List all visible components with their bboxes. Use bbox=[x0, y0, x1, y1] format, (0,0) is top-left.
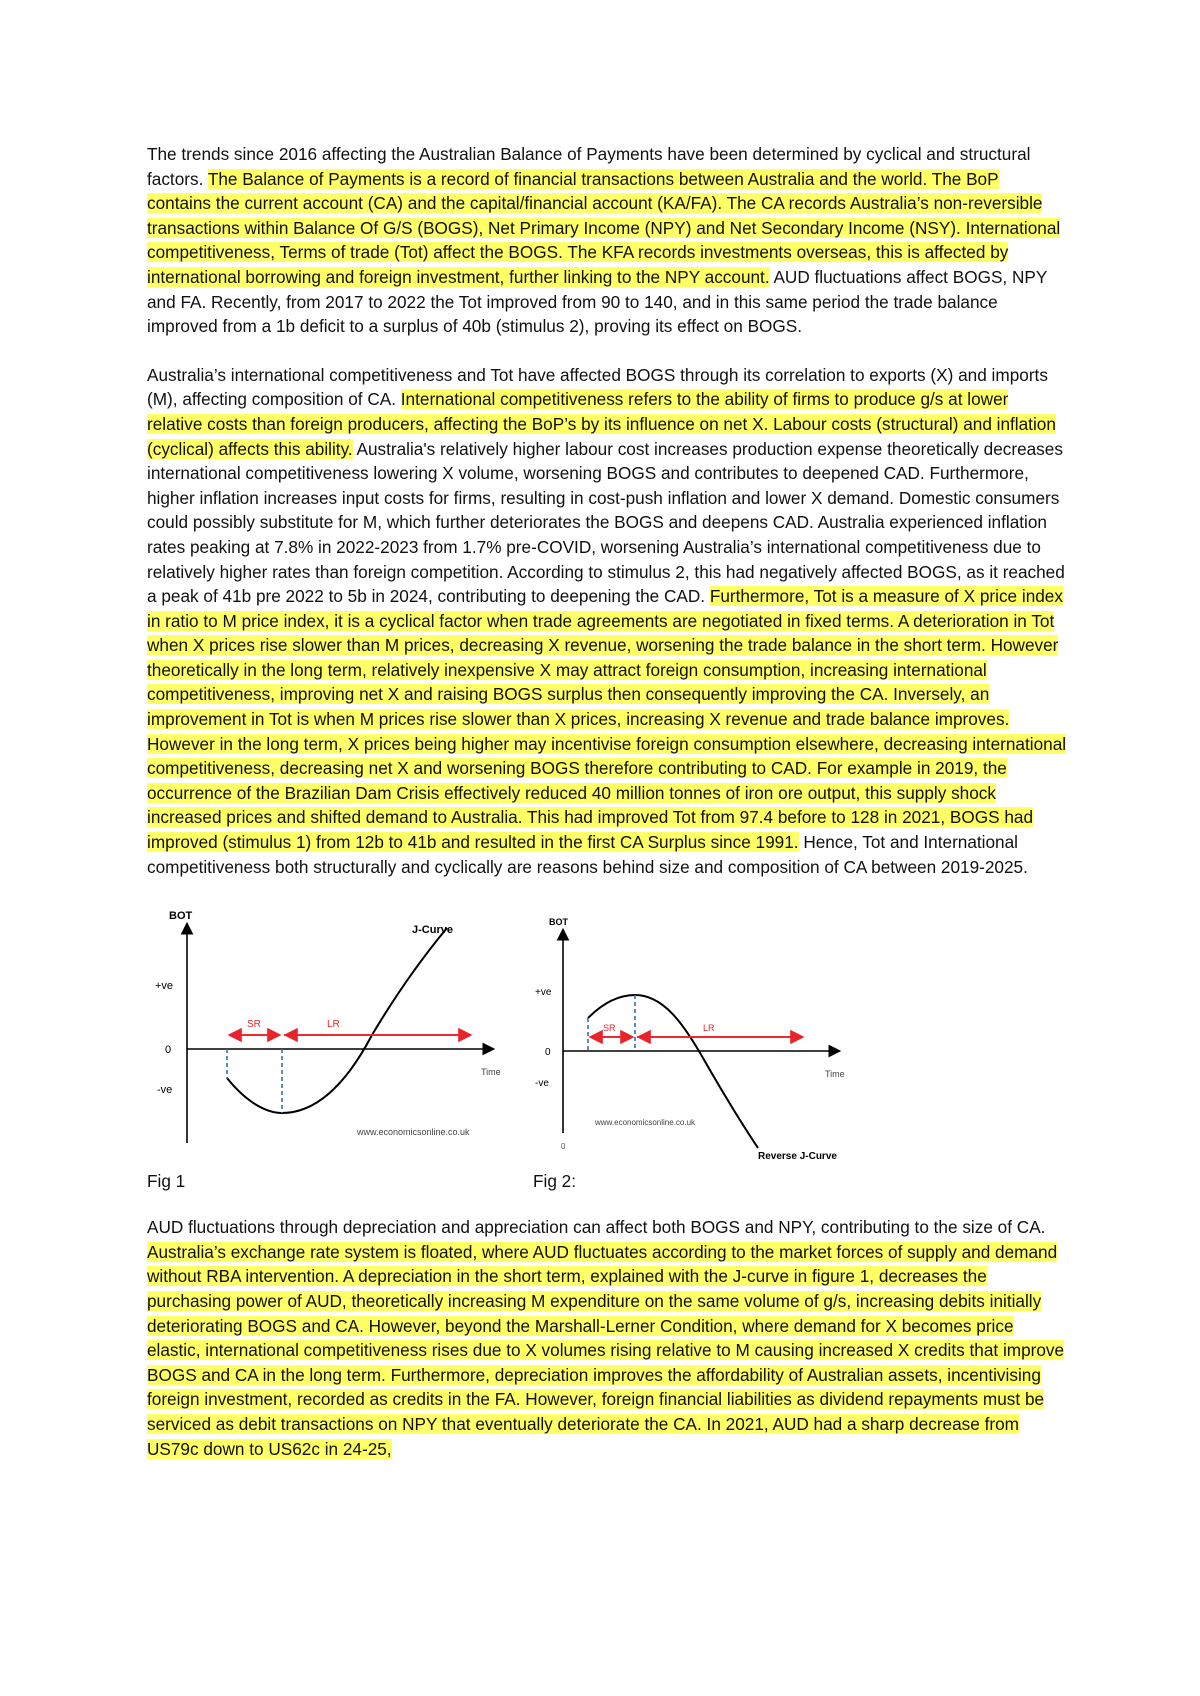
x-axis-label: Time bbox=[825, 1069, 845, 1080]
curve-label: Reverse J-Curve bbox=[758, 1151, 837, 1163]
body-text: AUD fluctuations through depreciation and appreciation can affect both BOGS and NPY, contributing to the size of CA. bbox=[147, 1217, 1046, 1238]
figure-2-caption: Fig 2: bbox=[533, 1171, 576, 1192]
paragraph-2 bbox=[147, 363, 1067, 879]
curve-label: J-Curve bbox=[412, 924, 453, 937]
document-page bbox=[147, 142, 1067, 1485]
source-credit: www.economicsonline.co.uk bbox=[595, 1118, 696, 1128]
paragraph-3 bbox=[147, 1215, 1067, 1461]
y-neg-label: -ve bbox=[157, 1084, 173, 1097]
body-text: AUD fluctuations affect BOGS, NPY and FA. Recently, from 2017 to 2022 the Tot improved from 90 to 140, and in this same period the trade balance improved from a 1b deficit to a surplus of 40b (stimulus 2), proving its effect on BOGS. bbox=[147, 266, 1047, 337]
figures-row bbox=[147, 903, 1067, 1193]
origin-label: 0 bbox=[561, 1142, 566, 1152]
figure-2 bbox=[533, 903, 863, 1192]
paragraph-1 bbox=[147, 142, 1067, 339]
body-text: Hence, Tot and International competitiveness both structurally and cyclically are reasons behind size and composition of CA between 2019-2025. bbox=[147, 832, 1028, 877]
lr-label: LR bbox=[703, 1023, 715, 1034]
highlighted-text: International competitiveness refers to the ability of firms to produce g/s at lower relative costs than foreign producers, affecting the BoP’s by its influence on net X. Labour costs (structural) and inflation (cyclical) affects this ability. bbox=[147, 389, 1056, 459]
body-text: Australia's relatively higher labour cost increases production expense theoretically decreases international competitiveness lowering X volume, worsening BOGS and contributes to deepened CAD. Furthermore, higher inflation increases input costs for firms, resulting in cost-push inflation and lower X demand. Domestic consumers could possibly substitute for M, which further deteriorates the BOGS and deepens CAD. Australia experienced inflation rates peaking at 7.8% in 2022-2023 from 1.7% pre-COVID, worsening Australia’s international competitiveness due to relatively higher rates than foreign competition. According to stimulus 2, this had negatively affected BOGS, as it reached a peak of 41b pre 2022 to 5b in 2024, contributing to deepening the CAD. bbox=[147, 438, 1065, 607]
figure-1-caption: Fig 1 bbox=[147, 1171, 186, 1192]
y-pos-label: +ve bbox=[535, 987, 552, 999]
figure-1 bbox=[147, 903, 517, 1192]
reverse-j-curve-diagram bbox=[533, 903, 863, 1168]
y-pos-label: +ve bbox=[155, 980, 174, 993]
sr-label: SR bbox=[603, 1023, 616, 1034]
j-curve-diagram bbox=[147, 903, 517, 1168]
source-credit: www.economicsonline.co.uk bbox=[357, 1127, 470, 1138]
y-zero-label: 0 bbox=[545, 1047, 551, 1059]
sr-label: SR bbox=[247, 1019, 261, 1031]
x-axis-label: Time bbox=[481, 1067, 501, 1078]
highlighted-text: Furthermore, Tot is a measure of X price index in ratio to M price index, it is a cyclical factor when trade agreements are negotiated in fixed terms. A deterioration in Tot when X prices rise slower than M prices, decreasing X revenue, worsening the trade balance in the short term. However theoretically in the long term, relatively inexpensive X may attract foreign consumption, increasing international competitiveness, improving net X and raising BOGS surplus then consequently improving the CA. Inversely, an improvement in Tot is when M prices rise slower than X prices, increasing X revenue and trade balance improves. However in the long term, X prices being higher may incentivise foreign consumption elsewhere, decreasing international competitiveness, decreasing net X and worsening BOGS therefore contributing to CAD. For example in 2019, the occurrence of the Brazilian Dam Crisis effectively reduced 40 million tonnes of iron ore output, this supply shock increased prices and shifted demand to Australia. This had improved Tot from 97.4 before to 128 in 2021, BOGS had improved (stimulus 1) from 12b to 41b and resulted in the first CA Surplus since 1991. bbox=[147, 586, 1067, 853]
lr-label: LR bbox=[327, 1019, 340, 1031]
body-text: The trends since 2016 affecting the Australian Balance of Payments have been determined by cyclical and structural factors. bbox=[147, 144, 1031, 189]
y-zero-label: 0 bbox=[165, 1044, 172, 1057]
highlighted-text: Australia’s exchange rate system is floated, where AUD fluctuates according to the market forces of supply and demand without RBA intervention. A depreciation in the short term, explained with the J-curve in figure 1, decreases the purchasing power of AUD, theoretically increasing M expenditure on the same volume of g/s, increasing debits initially deteriorating BOGS and CA. However, beyond the Marshall-Lerner Condition, where demand for X becomes price elastic, international competitiveness rises due to X volumes rising relative to M causing increased X credits that improve BOGS and CA in the long term. Furthermore, depreciation improves the affordability of Australian assets, incentivising foreign investment, recorded as credits in the FA. However, foreign financial liabilities as dividend repayments must be serviced as debit transactions on NPY that eventually deteriorate the CA. In 2021, AUD had a sharp decrease from US79c down to US62c in 24-25, bbox=[147, 1241, 1065, 1459]
body-text: Australia’s international competitiveness and Tot have affected BOGS through its correlation to exports (X) and imports (M), affecting composition of CA. bbox=[147, 364, 1048, 410]
y-neg-label: -ve bbox=[535, 1078, 549, 1090]
highlighted-text: The Balance of Payments is a record of financial transactions between Australia and the world. The BoP contains the current account (CA) and the capital/financial account (KA/FA). The CA records Australia’s non-reversible transactions within Balance Of G/S (BOGS), Net Primary Income (NPY) and Net Secondary Income (NSY). International competitiveness, Terms of trade (Tot) affect the BOGS. The KFA records investments overseas, this is affected by international borrowing and foreign investment, further linking to the NPY account. bbox=[147, 168, 1061, 287]
y-axis-label: BOT bbox=[169, 910, 193, 923]
y-axis-label: BOT bbox=[549, 917, 568, 928]
